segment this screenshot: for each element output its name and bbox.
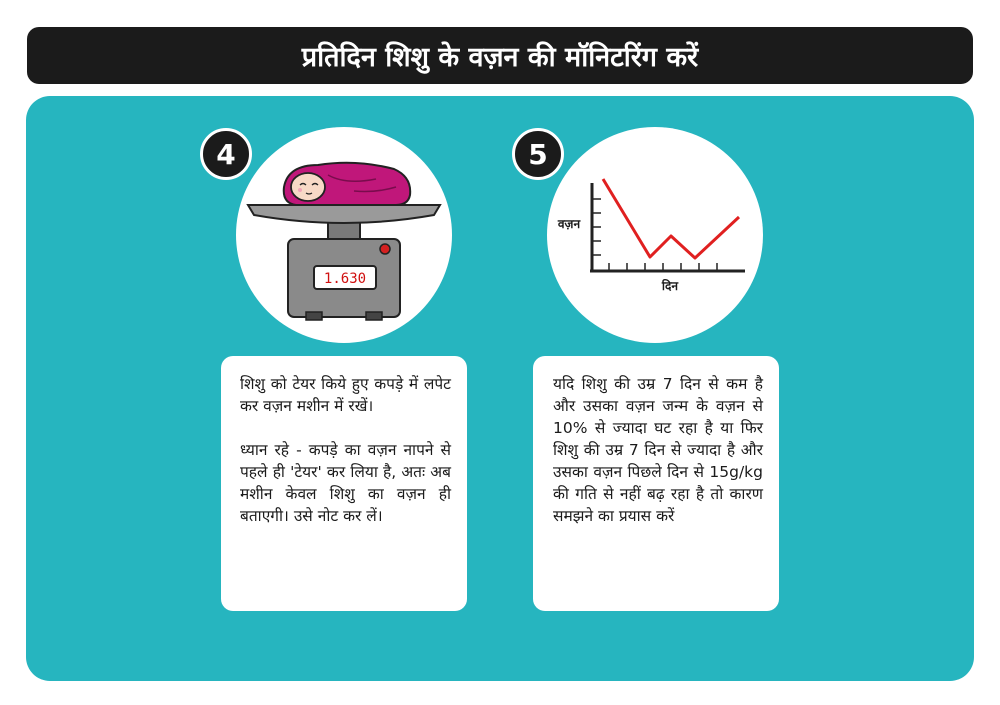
scale-illustration [236,127,452,343]
weight-trend-line [603,179,739,258]
step-4-note-paragraph: ध्यान रहे - कपड़े का वज़न नापने से पहले ही 'टेयर' कर लिया है, अतः अब मशीन केवल शिशु का वज़न ही बताएगी। उसे नोट कर लें। [240,441,451,525]
chart-x-label: दिन [661,279,679,293]
scale-tray [248,205,440,223]
scale-indicator-light [380,244,390,254]
chart-y-label: वज़न [557,217,581,231]
weight-chart-illustration [547,127,763,343]
step-5-paragraph: यदि शिशु की उम्र 7 दिन से कम है और उसका वज़न जन्म के वज़न से 10% से ज्यादा घट रहा है या फिर शिशु की उम्र 7 दिन से ज्यादा है और उसका वज़न पिछले दिन से 15g/kg की गति से नहीं बढ़ रहा है तो कारण समझने का प्रयास करें [553,375,763,525]
page-title: प्रतिदिन शिशु के वज़न की मॉनिटरिंग करें [27,27,973,84]
step-4-paragraph: शिशु को टेयर किये हुए कपड़े में लपेट कर वज़न मशीन में रखें। [240,375,451,415]
step-number-badge: 4 [200,128,252,180]
scale-display-value: 1.630 [323,271,367,287]
content-panel [26,96,974,681]
step-4-instructions-card [221,356,467,611]
step-number-badge: 5 [512,128,564,180]
baby-face [291,173,325,201]
step-5-instructions-card [533,356,779,611]
